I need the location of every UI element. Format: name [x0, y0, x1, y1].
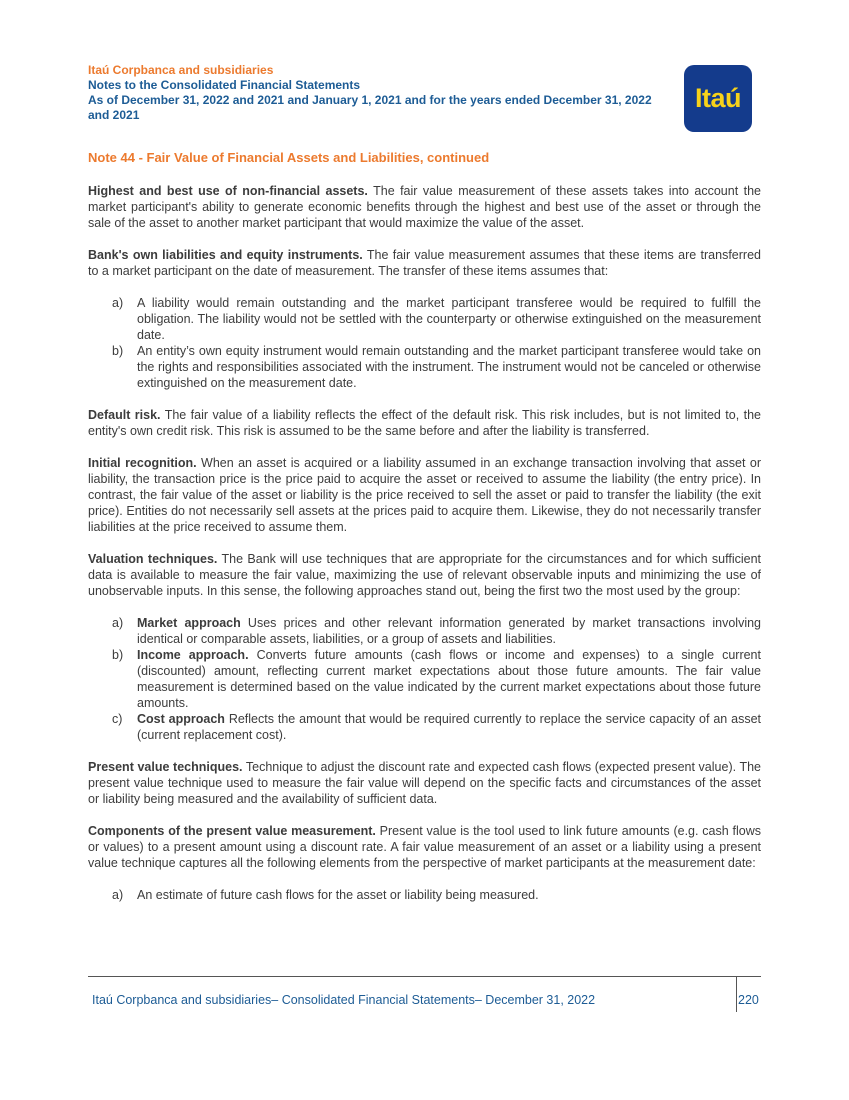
logo-text: Itaú	[694, 83, 741, 113]
paragraph-text: The fair value measurement assumes that these items are transferred to a market participant on the date of measurement. The transfer of these items assumes that:	[88, 248, 761, 278]
paragraph-highest-best-use	[88, 183, 761, 231]
list-marker: c)	[112, 712, 123, 726]
list-marker: a)	[112, 296, 124, 310]
notes-title: Notes to the Consolidated Financial Statements	[88, 78, 361, 92]
paragraph-components	[88, 823, 761, 871]
list-item	[88, 711, 761, 743]
company-name: Itaú Corpbanca and subsidiaries	[88, 63, 274, 77]
paragraph-initial-recognition	[88, 455, 761, 535]
list-item-text: A liability would remain outstanding and the market participant transferee would be required to fulfill the obligation. The liability would not be settled with the counterparty or otherwise extinguished on the measurement date.	[137, 296, 761, 342]
paragraph-text: Present value is the tool used to link future amounts (e.g. cash flows or values) to a present amount using a discount rate. A fair value measurement of an asset or a liability using a present value technique captures all the following elements from the perspective of market participants at the measurement date:	[88, 824, 761, 870]
paragraph-text: Technique to adjust the discount rate and expected cash flows (expected present value). The present value technique used to measure the fair value will depend on the specific facts and circumstances of the asset or liability being measured and the availability of sufficient data.	[88, 760, 761, 806]
list-marker: b)	[112, 648, 124, 662]
paragraph-label: Components of the present value measurement.	[88, 824, 376, 838]
itau-logo	[684, 65, 752, 132]
own-liabilities-list	[88, 295, 761, 391]
paragraph-own-liabilities	[88, 247, 761, 279]
paragraph-text: When an asset is acquired or a liability assumed in an exchange transaction involving that asset or liability, the transaction price is the price paid to acquire the asset or received to assume the liability (the entry price). In contrast, the fair value of the asset or liability is the price received to sell the asset or paid to transfer the liability (the exit price). Entities do not necessarily sell assets at the prices paid to acquire them. Likewise, they do not necessarily transfer liabilities at the price received to assume them.	[88, 456, 761, 534]
list-item	[88, 615, 761, 647]
list-item	[88, 295, 761, 343]
paragraph-present-value	[88, 759, 761, 807]
list-item	[88, 887, 761, 903]
list-item-text: Uses prices and other relevant information generated by market transactions involving identical or comparable assets, liabilities, or a group of assets and liabilities.	[137, 616, 761, 646]
components-list	[88, 887, 761, 903]
page-number: 220	[738, 993, 759, 1007]
paragraph-label: Highest and best use of non-financial assets.	[88, 184, 368, 198]
footer-text: Itaú Corpbanca and subsidiaries– Consolidated Financial Statements– December 31, 2022	[92, 993, 596, 1007]
list-item-text: Converts future amounts (cash flows or income and expenses) to a single current (discounted) amount, reflecting current market expectations about those future amounts. The fair value measurement is determined based on the value indicated by the current market expectations about those future amounts.	[137, 648, 761, 710]
footer-divider	[88, 976, 761, 977]
period-line-1: As of December 31, 2022 and 2021 and January 1, 2021 and for the years ended December 31, 2022	[88, 93, 652, 107]
footer-page-divider	[736, 976, 737, 1012]
list-marker: b)	[112, 344, 124, 358]
list-item-text: An entity’s own equity instrument would remain outstanding and the market participant transferee would take on the rights and responsibilities associated with the instrument. The instrument would not be canceled or otherwise extinguished on the measurement date.	[137, 344, 761, 390]
list-item-label: Market approach	[137, 616, 241, 630]
paragraph-label: Valuation techniques.	[88, 552, 218, 566]
list-item	[88, 647, 761, 711]
list-item-text: Reflects the amount that would be required currently to replace the service capacity of an asset (current replacement cost).	[137, 712, 762, 742]
paragraph-label: Present value techniques.	[88, 760, 243, 774]
list-marker: a)	[112, 888, 124, 902]
paragraph-default-risk	[88, 407, 761, 439]
list-item-label: Cost approach	[137, 712, 225, 726]
paragraph-text: The fair value measurement of these assets takes into account the market participant's ability to generate economic benefits through the highest and best use of the asset or through the sale of the asset to another market participant that would maximize the value of the asset.	[88, 184, 761, 230]
paragraph-label: Default risk.	[88, 408, 161, 422]
period-line-2: and 2021	[88, 108, 140, 122]
valuation-list	[88, 615, 761, 743]
paragraph-text: The Bank will use techniques that are appropriate for the circumstances and for which sufficient data is available to measure the fair value, maximizing the use of relevant observable inputs and minimizing the use of unobservable inputs. In this sense, the following approaches stand out, being the first two the most used by the group:	[88, 552, 761, 598]
paragraph-label: Initial recognition.	[88, 456, 197, 470]
list-marker: a)	[112, 616, 124, 630]
list-item-label: Income approach.	[137, 648, 249, 662]
list-item-text: An estimate of future cash flows for the asset or liability being measured.	[137, 888, 539, 902]
paragraph-label: Bank's own liabilities and equity instruments.	[88, 248, 363, 262]
page-header	[88, 63, 688, 123]
paragraph-valuation-techniques	[88, 551, 761, 599]
note-title: Note 44 - Fair Value of Financial Assets and Liabilities, continued	[88, 150, 490, 165]
list-item	[88, 343, 761, 391]
paragraph-text: The fair value of a liability reflects the effect of the default risk. This risk includes, but is not limited to, the entity's own credit risk. This risk is assumed to be the same before and after the liability is transferred.	[88, 408, 761, 438]
page-content	[88, 150, 761, 919]
